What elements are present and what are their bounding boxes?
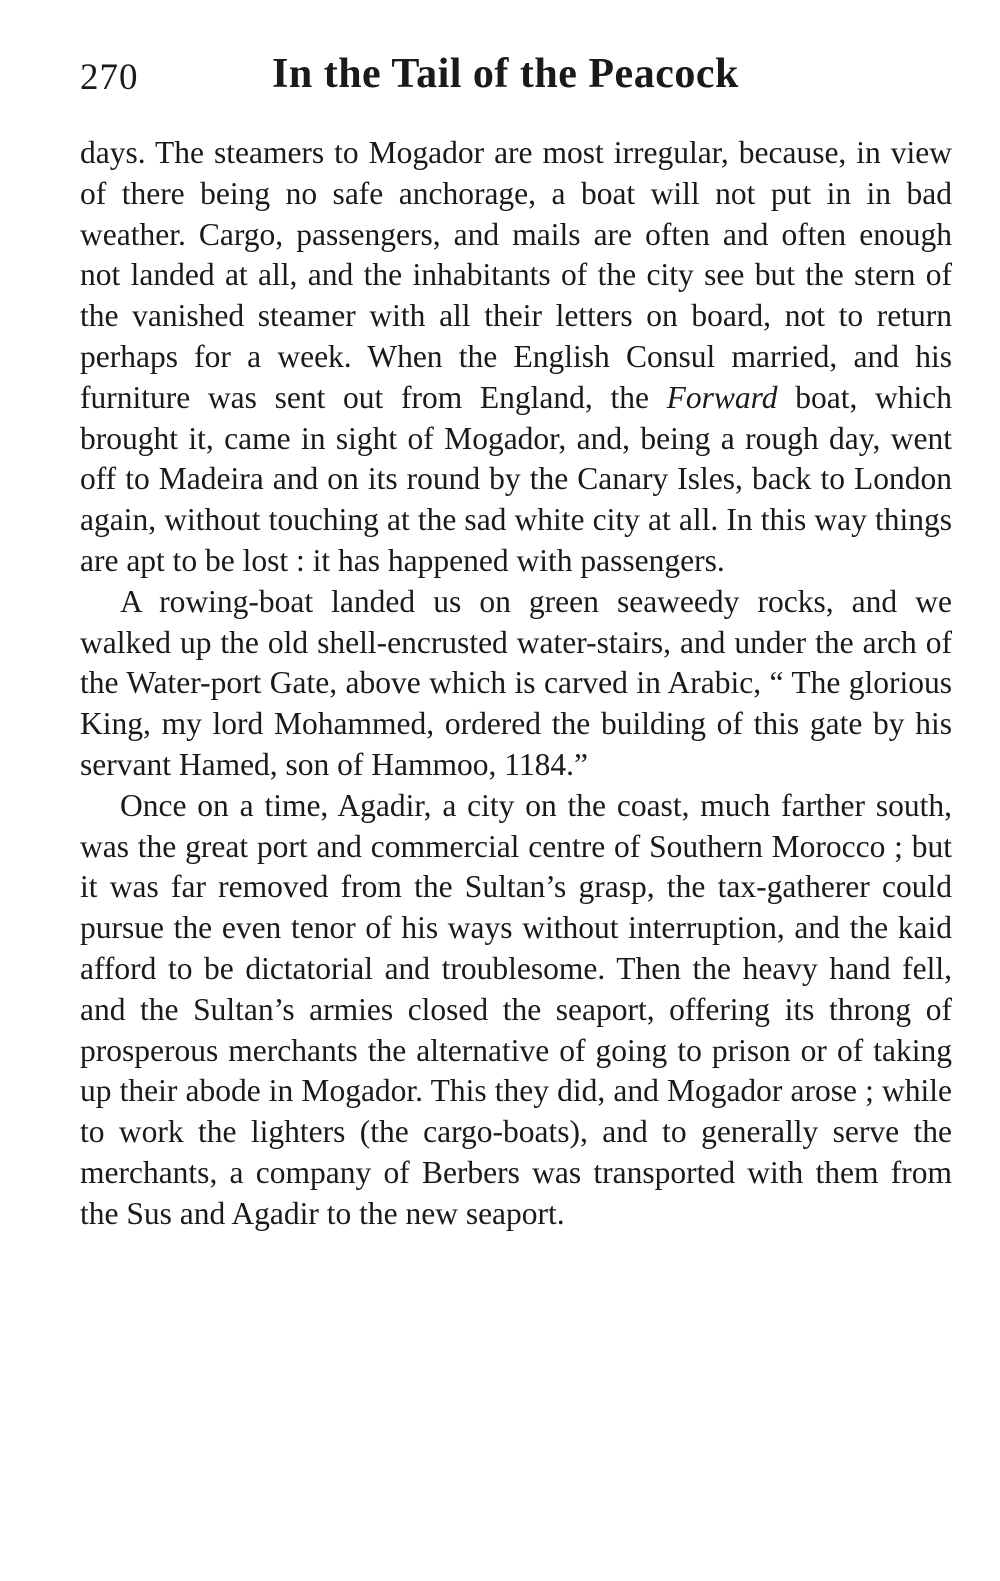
paragraph-3: Once on a time, Agadir, a city on the coast, much farther south, was the great port and commercial centre of Southern Morocco ; but it was far removed from the Sultan’s grasp, the tax-gatherer could pursue the even tenor of his ways without interruption, and the kaid afford to be dictatorial and troublesome. Then the heavy hand fell, and the Sultan’s armies closed the seaport, offering its throng of prosperous merchants the alternative of going to prison or of taking up their abode in Mogador. This they did, and Mogador arose ; while to work the lighters (the cargo-boats), and to generally serve the merchants, a company of Berbers was transported with them from the Sus and Agadir to the new seaport.: [80, 787, 952, 1231]
body-text: [80, 133, 952, 1235]
paragraph-1-text-after: boat, which brought it, came in sight of Mogador, and, being a rough day, went off to Madeira and on its round by the Canary Isles, back to London again, without touching at the sad white city at all. In this way things are apt to be lost : it has happened with passengers.: [80, 379, 953, 578]
page-header: [80, 50, 952, 116]
running-title: In the Tail of the Peacock: [272, 51, 739, 97]
book-page: [80, 50, 952, 1235]
page-number: 270: [80, 57, 139, 98]
paragraph-1: [80, 133, 952, 582]
paragraph-2: A rowing-boat landed us on green seaweedy rocks, and we walked up the old shell-encrusted water-stairs, and under the arch of the Water-port Gate, above which is carved in Arabic, “ The glorious King, my lord Mohammed, ordered the building of this gate by his servant Hamed, son of Hammoo, 1184.”: [80, 583, 952, 782]
ship-name-italic: Forward: [666, 379, 778, 415]
paragraph-1-text-before: days. The steamers to Mogador are most irregular, because, in view of there being no safe anchorage, a boat will not put in in bad weather. Cargo, passengers, and mails are often and often enough not landed at all, and the inhabitants of the city see but the stern of the vanished steamer with all their letters on board, not to return perhaps for a week. When the English Consul married, and his furniture was sent out from England, the: [80, 135, 952, 415]
